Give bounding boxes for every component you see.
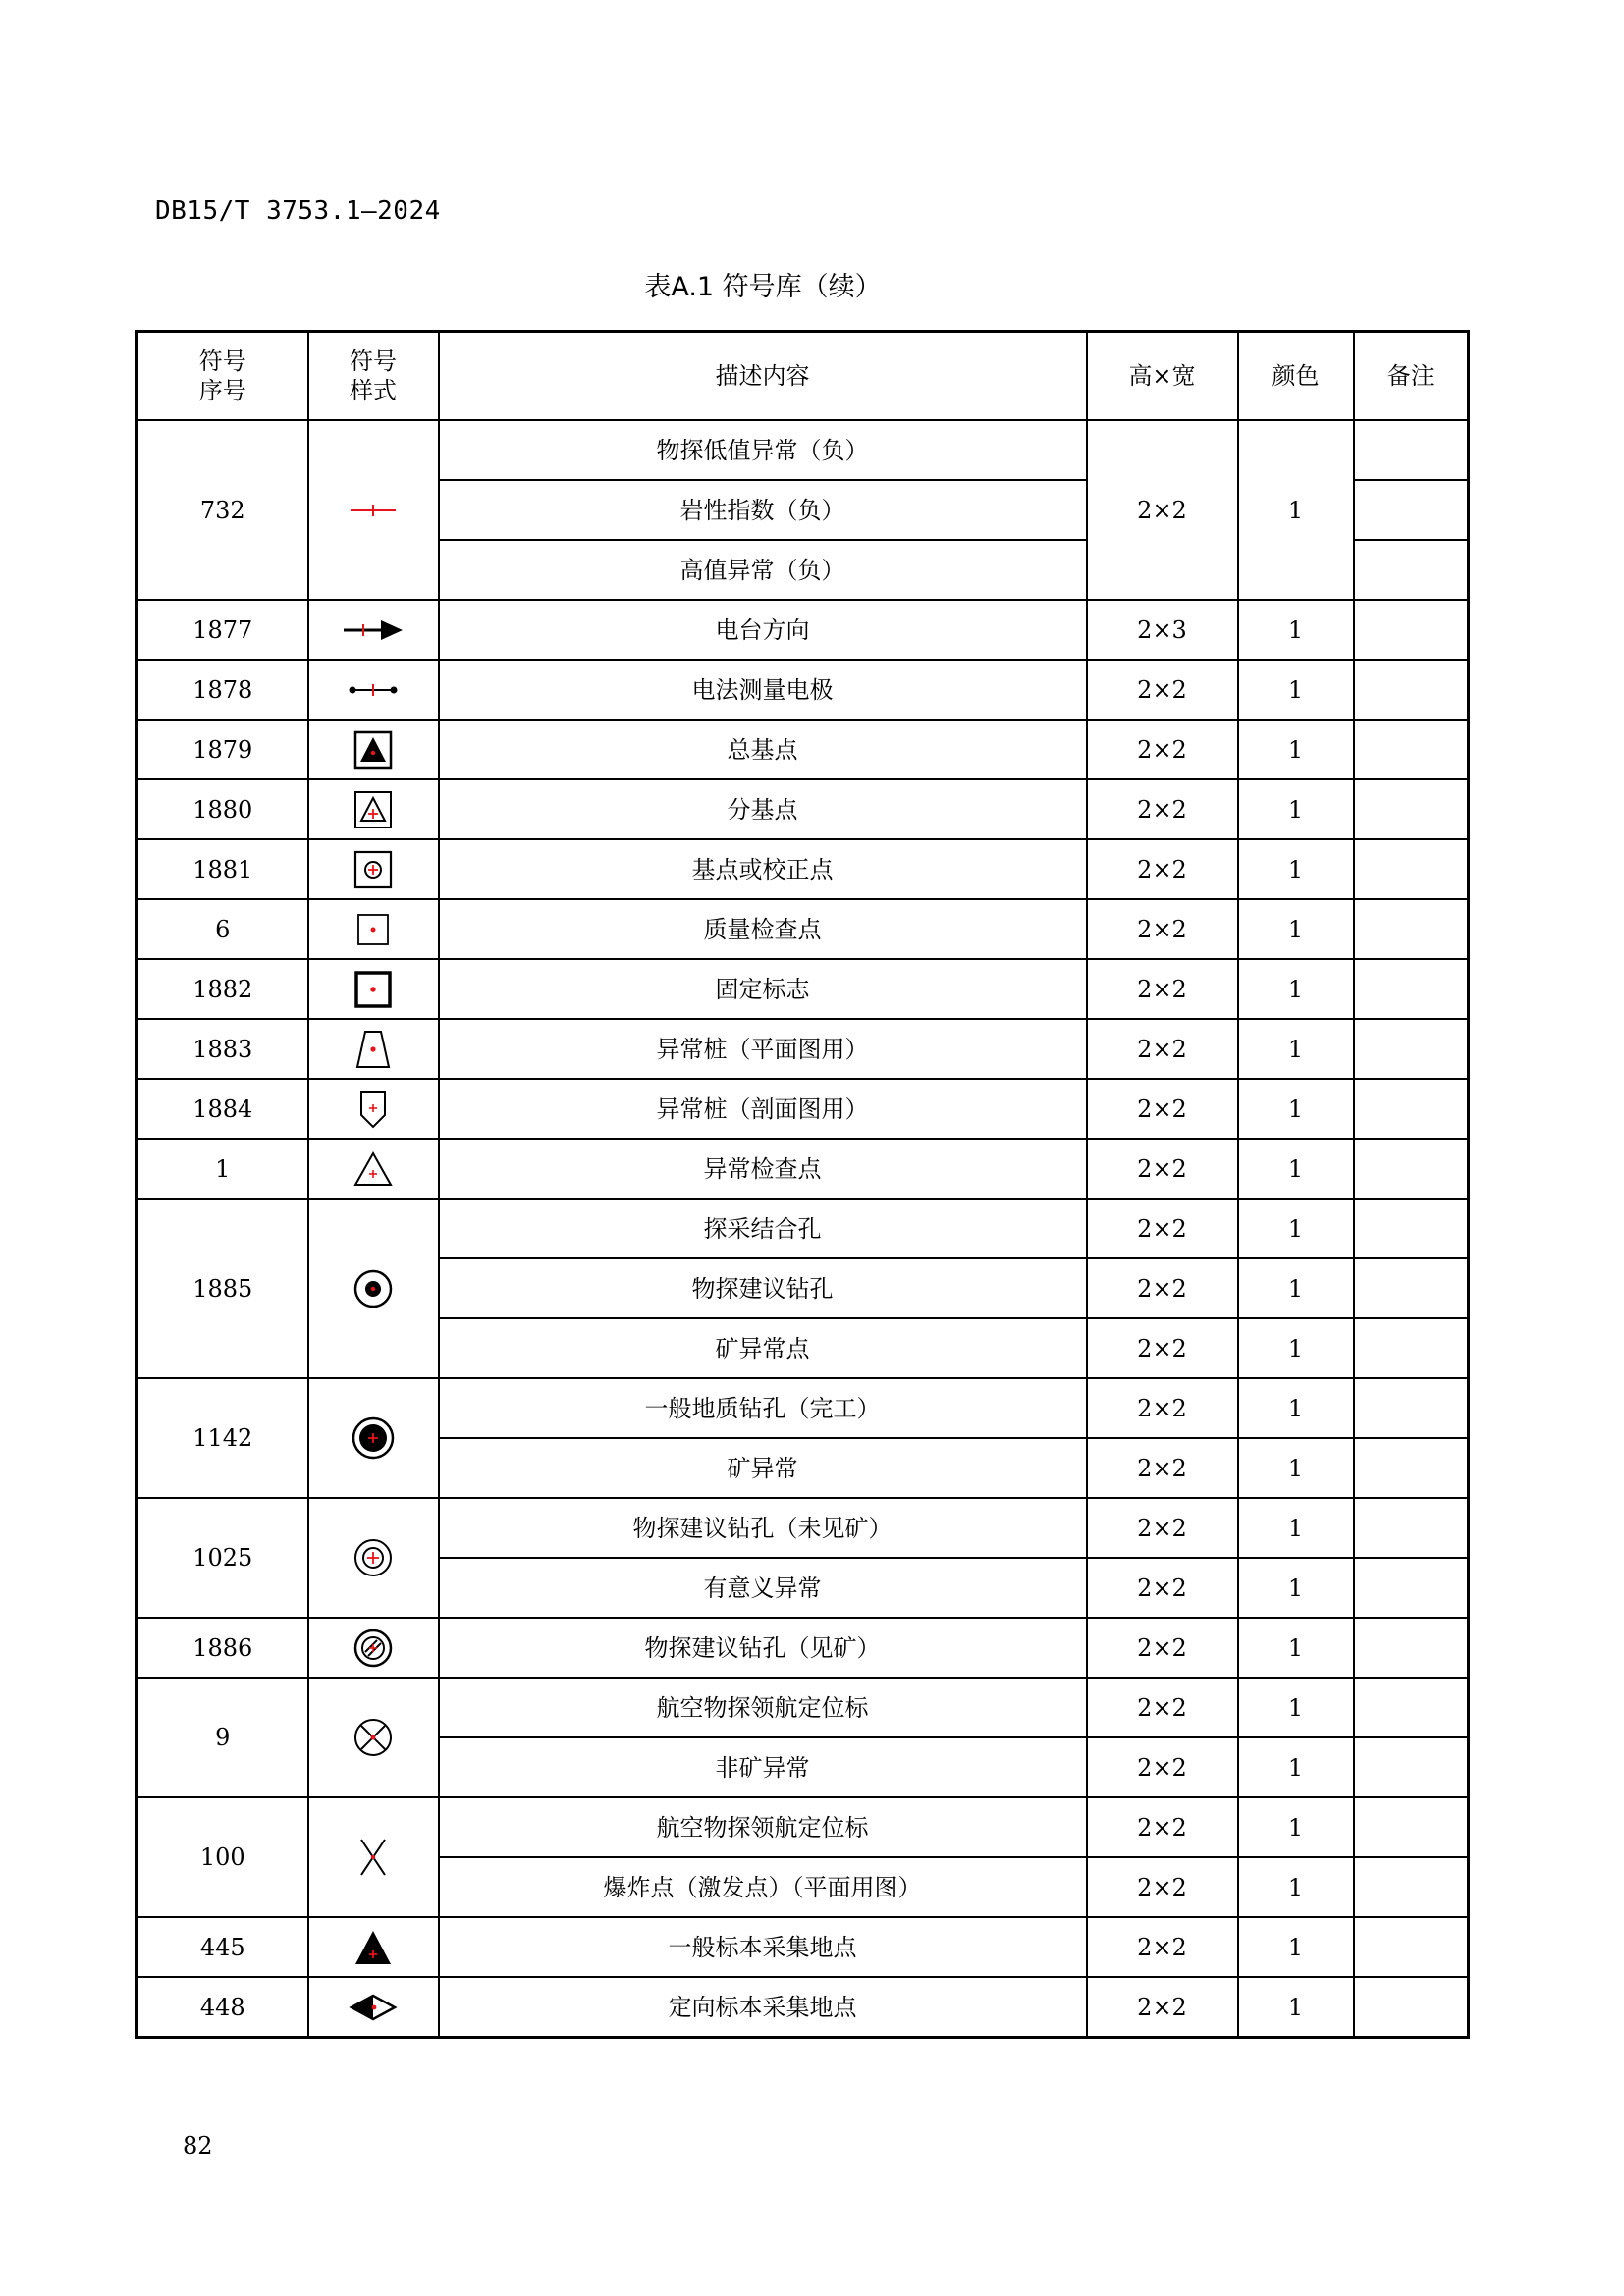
table-row xyxy=(137,1498,1469,1558)
symbol-style-cell xyxy=(308,660,439,720)
remark-cell xyxy=(1354,839,1469,899)
description-cell: 固定标志 xyxy=(439,959,1087,1019)
description-cell: 有意义异常 xyxy=(439,1558,1087,1618)
description-cell: 矿异常点 xyxy=(439,1318,1087,1378)
symbol-seq-cell: 1884 xyxy=(137,1079,308,1139)
description-cell: 分基点 xyxy=(439,779,1087,839)
table-row xyxy=(137,420,1469,480)
remark-cell xyxy=(1354,959,1469,1019)
remark-cell xyxy=(1354,1438,1469,1498)
description-cell: 爆炸点（激发点）（平面用图） xyxy=(439,1857,1087,1917)
remark-cell xyxy=(1354,420,1469,480)
description-cell: 高值异常（负） xyxy=(439,540,1087,600)
symbol-seq-cell: 1878 xyxy=(137,660,308,720)
size-cell: 2×2 xyxy=(1087,1199,1238,1258)
symbol-style-cell xyxy=(308,1079,439,1139)
symbol-style-cell xyxy=(308,779,439,839)
symbol-seq-cell: 1886 xyxy=(137,1618,308,1678)
color-cell: 1 xyxy=(1238,1318,1354,1378)
size-cell: 2×3 xyxy=(1087,600,1238,660)
page-number: 82 xyxy=(183,2132,213,2160)
size-cell: 2×2 xyxy=(1087,420,1238,600)
symbol-style-cell xyxy=(308,720,439,779)
table-row xyxy=(137,1977,1469,2038)
symbol-seq-cell: 9 xyxy=(137,1678,308,1797)
table-row xyxy=(137,1199,1469,1258)
shield-stake-icon xyxy=(309,1089,438,1130)
table-row xyxy=(137,1139,1469,1199)
table-row xyxy=(137,600,1469,660)
symbol-style-cell xyxy=(308,899,439,959)
size-cell: 2×2 xyxy=(1087,839,1238,899)
description-cell: 异常桩（剖面图用） xyxy=(439,1079,1087,1139)
size-cell: 2×2 xyxy=(1087,959,1238,1019)
symbol-seq-cell: 445 xyxy=(137,1917,308,1977)
description-cell: 异常桩（平面图用） xyxy=(439,1019,1087,1079)
remark-cell xyxy=(1354,779,1469,839)
dot-in-small-square-icon xyxy=(309,912,438,947)
color-cell: 1 xyxy=(1238,720,1354,779)
remark-cell xyxy=(1354,1917,1469,1977)
symbol-style-cell xyxy=(308,959,439,1019)
x-cross-icon xyxy=(309,1836,438,1879)
size-cell: 2×2 xyxy=(1087,1797,1238,1857)
description-cell: 电法测量电极 xyxy=(439,660,1087,720)
size-cell: 2×2 xyxy=(1087,1378,1238,1438)
electrode-line-icon xyxy=(309,682,438,698)
color-cell: 1 xyxy=(1238,1737,1354,1797)
table-row xyxy=(137,1797,1469,1857)
description-cell: 航空物探领航定位标 xyxy=(439,1797,1087,1857)
table-row xyxy=(137,1917,1469,1977)
color-cell: 1 xyxy=(1238,1498,1354,1558)
table-row xyxy=(137,1678,1469,1737)
table-header-row xyxy=(137,332,1469,421)
remark-cell xyxy=(1354,1977,1469,2038)
symbol-seq-cell: 448 xyxy=(137,1977,308,2038)
color-cell: 1 xyxy=(1238,1199,1354,1258)
remark-cell xyxy=(1354,899,1469,959)
double-ring-cross-icon xyxy=(309,1536,438,1579)
description-cell: 非矿异常 xyxy=(439,1737,1087,1797)
symbol-style-cell xyxy=(308,1199,439,1378)
table-title: 表A.1 符号库（续） xyxy=(644,272,882,302)
symbol-table xyxy=(135,330,1470,2039)
color-cell: 1 xyxy=(1238,1558,1354,1618)
symbol-seq-cell: 1881 xyxy=(137,839,308,899)
header-size: 高×宽 xyxy=(1087,332,1238,421)
oriented-diamond-icon xyxy=(309,1993,438,2022)
table-row xyxy=(137,1019,1469,1079)
remark-cell xyxy=(1354,1678,1469,1737)
size-cell: 2×2 xyxy=(1087,779,1238,839)
description-cell: 物探低值异常（负） xyxy=(439,420,1087,480)
remark-cell xyxy=(1354,1857,1469,1917)
header-seq: 符号 序号 xyxy=(137,332,308,421)
dot-in-bold-square-icon xyxy=(309,970,438,1009)
description-cell: 电台方向 xyxy=(439,600,1087,660)
remark-cell xyxy=(1354,1079,1469,1139)
remark-cell xyxy=(1354,540,1469,600)
color-cell: 1 xyxy=(1238,1917,1354,1977)
color-cell: 1 xyxy=(1238,1258,1354,1318)
color-cell: 1 xyxy=(1238,600,1354,660)
symbol-seq-cell: 1025 xyxy=(137,1498,308,1618)
remark-cell xyxy=(1354,600,1469,660)
description-cell: 一般地质钻孔（完工） xyxy=(439,1378,1087,1438)
symbol-seq-cell: 732 xyxy=(137,420,308,600)
symbol-seq-cell: 100 xyxy=(137,1797,308,1917)
size-cell: 2×2 xyxy=(1087,1737,1238,1797)
header-style: 符号 样式 xyxy=(308,332,439,421)
table-row xyxy=(137,1618,1469,1678)
symbol-style-cell xyxy=(308,1378,439,1498)
table-row xyxy=(137,1378,1469,1438)
table-row xyxy=(137,1079,1469,1139)
header-color: 颜色 xyxy=(1238,332,1354,421)
hatched-circle-icon xyxy=(309,1627,438,1670)
color-cell: 1 xyxy=(1238,1678,1354,1737)
triangle-check-point-icon xyxy=(309,1149,438,1189)
remark-cell xyxy=(1354,1797,1469,1857)
symbol-style-cell xyxy=(308,1917,439,1977)
description-cell: 岩性指数（负） xyxy=(439,480,1087,540)
symbol-seq-cell: 1142 xyxy=(137,1378,308,1498)
ring-dot-icon xyxy=(309,1267,438,1310)
remark-cell xyxy=(1354,1618,1469,1678)
color-cell: 1 xyxy=(1238,1977,1354,2038)
size-cell: 2×2 xyxy=(1087,899,1238,959)
symbol-seq-cell: 1 xyxy=(137,1139,308,1199)
size-cell: 2×2 xyxy=(1087,1857,1238,1917)
table-row xyxy=(137,839,1469,899)
remark-cell xyxy=(1354,1737,1469,1797)
description-cell: 质量检查点 xyxy=(439,899,1087,959)
size-cell: 2×2 xyxy=(1087,1917,1238,1977)
filled-circle-cross-icon xyxy=(309,1415,438,1461)
remark-cell xyxy=(1354,1258,1469,1318)
description-cell: 物探建议钻孔（未见矿） xyxy=(439,1498,1087,1558)
size-cell: 2×2 xyxy=(1087,1558,1238,1618)
size-cell: 2×2 xyxy=(1087,1079,1238,1139)
table-row xyxy=(137,779,1469,839)
size-cell: 2×2 xyxy=(1087,720,1238,779)
color-cell: 1 xyxy=(1238,839,1354,899)
header-desc: 描述内容 xyxy=(439,332,1087,421)
description-cell: 总基点 xyxy=(439,720,1087,779)
symbol-seq-cell: 1879 xyxy=(137,720,308,779)
description-cell: 一般标本采集地点 xyxy=(439,1917,1087,1977)
size-cell: 2×2 xyxy=(1087,1498,1238,1558)
symbol-seq-cell: 1885 xyxy=(137,1199,308,1378)
color-cell: 1 xyxy=(1238,1378,1354,1438)
hollow-triangle-in-square-icon xyxy=(309,790,438,829)
color-cell: 1 xyxy=(1238,779,1354,839)
symbol-style-cell xyxy=(308,1678,439,1797)
remark-cell xyxy=(1354,1318,1469,1378)
circle-x-icon xyxy=(309,1716,438,1759)
remark-cell xyxy=(1354,660,1469,720)
remark-cell xyxy=(1354,1558,1469,1618)
document-code: DB15/T 3753.1—2024 xyxy=(155,196,441,226)
description-cell: 异常检查点 xyxy=(439,1139,1087,1199)
description-cell: 航空物探领航定位标 xyxy=(439,1678,1087,1737)
symbol-style-cell xyxy=(308,1977,439,2038)
size-cell: 2×2 xyxy=(1087,1438,1238,1498)
size-cell: 2×2 xyxy=(1087,1678,1238,1737)
symbol-style-cell xyxy=(308,839,439,899)
symbol-style-cell xyxy=(308,1139,439,1199)
symbol-seq-cell: 6 xyxy=(137,899,308,959)
remark-cell xyxy=(1354,1498,1469,1558)
symbol-style-cell xyxy=(308,1498,439,1618)
filled-triangle-in-square-icon xyxy=(309,730,438,770)
size-cell: 2×2 xyxy=(1087,1019,1238,1079)
remark-cell xyxy=(1354,1378,1469,1438)
color-cell: 1 xyxy=(1238,420,1354,600)
description-cell: 物探建议钻孔（见矿） xyxy=(439,1618,1087,1678)
description-cell: 矿异常 xyxy=(439,1438,1087,1498)
remark-cell xyxy=(1354,1139,1469,1199)
color-cell: 1 xyxy=(1238,1857,1354,1917)
size-cell: 2×2 xyxy=(1087,1618,1238,1678)
symbol-style-cell xyxy=(308,1797,439,1917)
symbol-seq-cell: 1883 xyxy=(137,1019,308,1079)
symbol-seq-cell: 1880 xyxy=(137,779,308,839)
table-row xyxy=(137,660,1469,720)
size-cell: 2×2 xyxy=(1087,1318,1238,1378)
color-cell: 1 xyxy=(1238,1438,1354,1498)
color-cell: 1 xyxy=(1238,1618,1354,1678)
symbol-style-cell xyxy=(308,600,439,660)
color-cell: 1 xyxy=(1238,1079,1354,1139)
symbol-seq-cell: 1877 xyxy=(137,600,308,660)
symbol-style-cell xyxy=(308,420,439,600)
circle-cross-in-square-icon xyxy=(309,850,438,889)
remark-cell xyxy=(1354,1019,1469,1079)
size-cell: 2×2 xyxy=(1087,1139,1238,1199)
remark-cell xyxy=(1354,720,1469,779)
remark-cell xyxy=(1354,480,1469,540)
description-cell: 探采结合孔 xyxy=(439,1199,1087,1258)
size-cell: 2×2 xyxy=(1087,1977,1238,2038)
color-cell: 1 xyxy=(1238,660,1354,720)
filled-triangle-icon xyxy=(309,1928,438,1967)
table-row xyxy=(137,720,1469,779)
trapezoid-stake-icon xyxy=(309,1029,438,1070)
header-remark: 备注 xyxy=(1354,332,1469,421)
description-cell: 定向标本采集地点 xyxy=(439,1977,1087,2038)
color-cell: 1 xyxy=(1238,1797,1354,1857)
arrow-right-icon xyxy=(309,617,438,643)
table-row xyxy=(137,899,1469,959)
table-row xyxy=(137,959,1469,1019)
color-cell: 1 xyxy=(1238,959,1354,1019)
symbol-seq-cell: 1882 xyxy=(137,959,308,1019)
description-cell: 基点或校正点 xyxy=(439,839,1087,899)
color-cell: 1 xyxy=(1238,1019,1354,1079)
red-dash-cross-line-icon xyxy=(309,501,438,520)
size-cell: 2×2 xyxy=(1087,1258,1238,1318)
symbol-style-cell xyxy=(308,1019,439,1079)
description-cell: 物探建议钻孔 xyxy=(439,1258,1087,1318)
remark-cell xyxy=(1354,1199,1469,1258)
color-cell: 1 xyxy=(1238,899,1354,959)
size-cell: 2×2 xyxy=(1087,660,1238,720)
color-cell: 1 xyxy=(1238,1139,1354,1199)
symbol-style-cell xyxy=(308,1618,439,1678)
